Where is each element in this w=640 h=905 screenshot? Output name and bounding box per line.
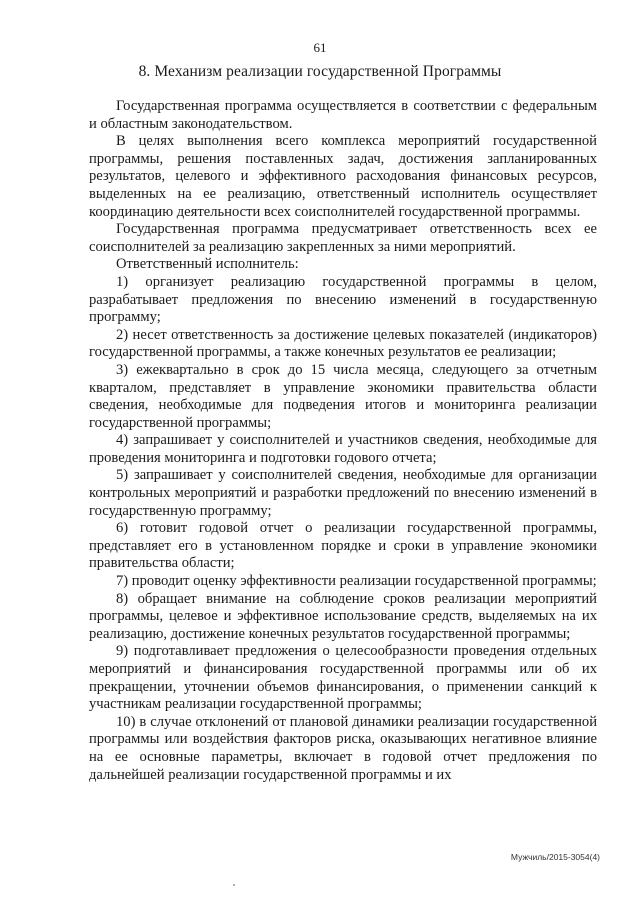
list-item-3: 3) ежеквартально в срок до 15 числа месяца, следующего за отчетным кварталом, представляет в управление экономики правительства области сведения, необходимые для подведения итогов и мониторинга реализации государственной программы;	[89, 361, 597, 431]
section-title: 8. Механизм реализации государственной Программы	[138, 63, 502, 80]
paragraph-executor-heading: Ответственный исполнитель:	[116, 256, 299, 273]
paragraph-coordination: В целях выполнения всего комплекса мероприятий государственной программы, решения поставленных задач, достижения запланированных результатов, целевого и эффективного расходования финансовых ресурсов, выделенных на ее реализацию, ответственный исполнитель осуществляет координацию деятельности всех соисполнителей государственной программы.	[89, 133, 597, 220]
list-item-10: 10) в случае отклонений от плановой динамики реализации государственной программы или воздействия факторов риска, оказывающих негативное влияние на ее основные параметры, включает в годовой отчет предложения по дальнейшей реализации государственной программы и их	[89, 713, 597, 783]
list-item-5: 5) запрашивает у соисполнителей сведения, необходимые для организации контрольных мероприятий и разработки предложений по внесению изменений в государственную программу;	[89, 467, 597, 519]
list-item-1: 1) организует реализацию государственной программы в целом, разрабатывает предложения по внесению изменений в государственную программу;	[89, 273, 597, 326]
list-item-8: 8) обращает внимание на соблюдение сроков реализации мероприятий программы, целевое и эффективное использование средств, выделяемых на их реализацию, достижение конечных результатов государственной программы;	[89, 590, 597, 642]
list-item-7: 7) проводит оценку эффективности реализации государственной программы;	[116, 573, 597, 590]
paragraph-intro: Государственная программа осуществляется в соответствии с федеральным и областным законодательством.	[89, 98, 597, 132]
paragraph-responsibility: Государственная программа предусматривает ответственность всех ее соисполнителей за реализацию закрепленных за ними мероприятий.	[89, 221, 597, 255]
list-item-6: 6) готовит годовой отчет о реализации государственной программы, представляет его в установленном порядке и сроки в управление экономики правительства области;	[89, 520, 597, 572]
document-body	[89, 98, 597, 784]
list-item-9: 9) подготавливает предложения о целесообразности проведения отдельных мероприятий и финансирования государственной программы или об их прекращении, уточнении объемов финансирования, о применении санкций к участникам реализации государственной программы;	[89, 643, 597, 713]
list-item-2: 2) несет ответственность за достижение целевых показателей (индикаторов) государственной программы, а также конечных результатов ее реализации;	[89, 326, 597, 361]
scan-artifact-dot	[233, 884, 235, 886]
list-item-4: 4) запрашивает у соисполнителей и участников сведения, необходимые для проведения мониторинга и подготовки годового отчета;	[89, 432, 597, 466]
page-number: 61	[313, 40, 327, 55]
footer-reference: Мужчиль/2015-3054(4)	[510, 852, 600, 862]
